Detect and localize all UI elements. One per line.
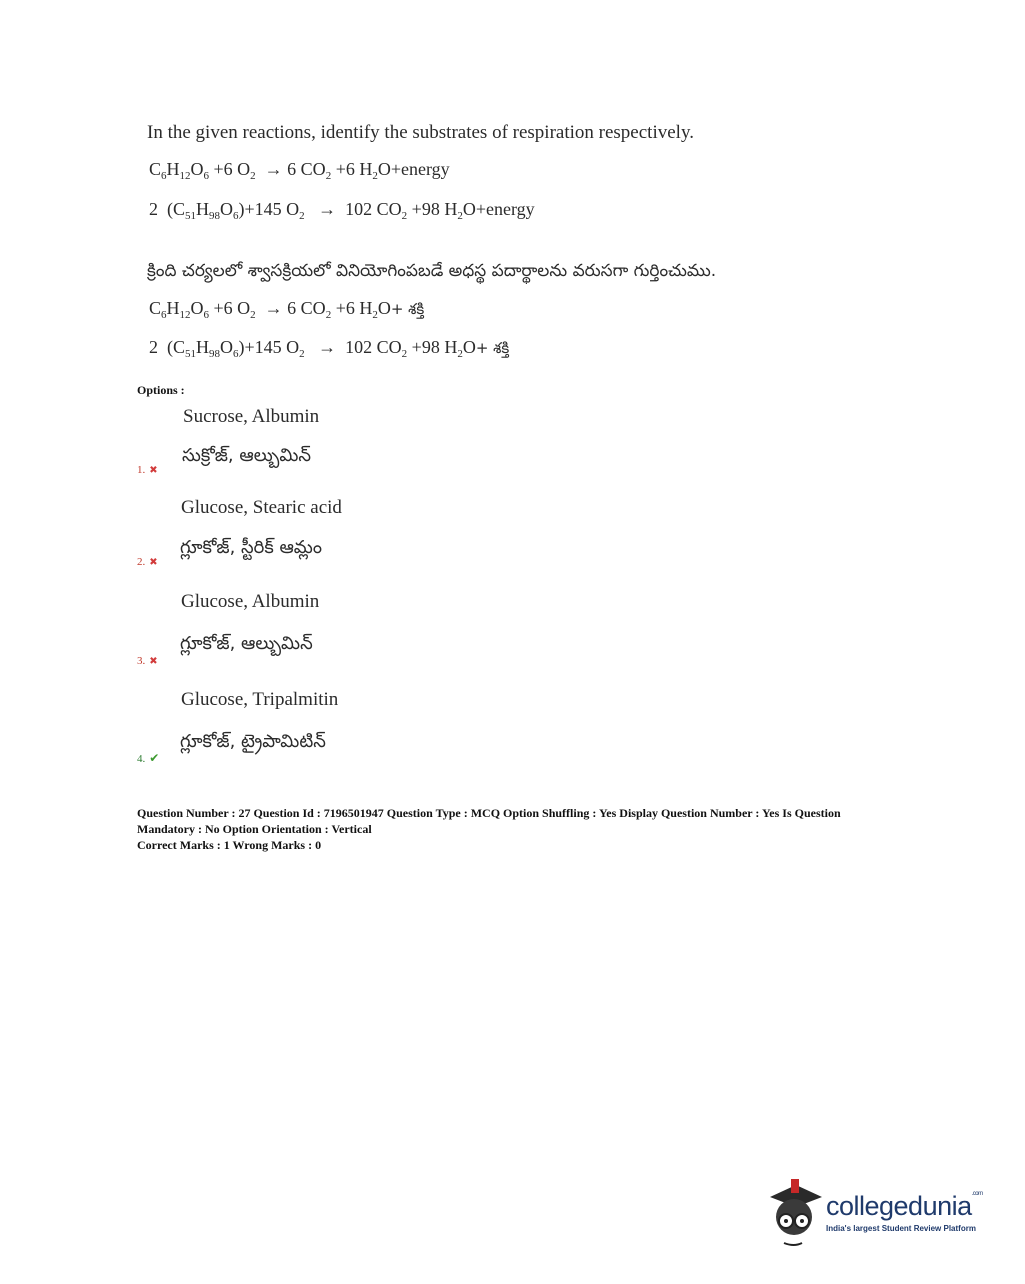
wrong-mark-icon: ✖ (149, 556, 158, 568)
question-text-english: In the given reactions, identify the substrates of respiration respectively. (147, 122, 694, 143)
option-4-english: Glucose, Tripalmitin (181, 689, 339, 710)
student-mascot-icon (766, 1177, 824, 1247)
options-label: Options : (137, 383, 185, 397)
logo-tagline: India's largest Student Review Platform (826, 1224, 976, 1233)
option-3-marker (137, 655, 158, 667)
equation-1-english: $C_6H_{12}O_6 +6$ $O_2 \to 6$ $CO_2 +6$ $H_2O+energy$ (149, 159, 450, 182)
option-2-number: 2. (137, 556, 146, 568)
option-4-number: 4. (137, 752, 146, 765)
equation-2-english: 2 $(C_{51}H_{98}O_6)+145$ $O_2 \to 102$ $CO_2 +98$ $H_2O+energy$ (149, 199, 535, 222)
question-text-telugu: క్రింది చర్యలలో శ్వాసక్రియలో వినియోగింపబడే అధస్థ పదార్థాలను వరుసగా గుర్తించుము. (147, 261, 717, 281)
option-3-english: Glucose, Albumin (181, 591, 320, 612)
question-meta (137, 805, 897, 853)
equation-2-telugu: 2 $(C_{51}H_{98}O_6)+145$ $O_2 \to 102$ $CO_2 +98$ $H_2O+$ శక్తి (149, 337, 510, 360)
question-meta-line-2: Correct Marks : 1 Wrong Marks : 0 (137, 838, 322, 852)
option-2-telugu: గ్లూకోజ్, స్టీరిక్ ఆమ్లం (180, 537, 322, 558)
option-3-number: 3. (137, 655, 146, 667)
wrong-mark-icon: ✖ (149, 464, 158, 476)
wrong-mark-icon: ✖ (149, 655, 158, 667)
check-mark-icon: ✔ (149, 751, 160, 765)
option-3-telugu: గ్లూకోజ్, ఆల్బుమిన్ (180, 633, 313, 654)
option-1-marker (137, 464, 158, 476)
option-4-marker (137, 751, 159, 766)
option-4-telugu: గ్లూకోజ్, ట్రైపామిటిన్ (180, 731, 326, 752)
option-2-english: Glucose, Stearic acid (181, 497, 342, 518)
question-meta-line-1: Question Number : 27 Question Id : 7196501947 Question Type : MCQ Option Shuffling : Yes Display Question Number : Yes Is Question Mandatory : No Option Orientation : Vertical (137, 806, 841, 836)
option-1-telugu: సుక్రోజ్, ఆల్బుమిన్ (182, 445, 312, 466)
logo-name: collegedunia$^{.com}$ (826, 1191, 983, 1221)
option-2-marker (137, 556, 158, 568)
equation-1-telugu: $C_6H_{12}O_6 +6$ $O_2 \to 6$ $CO_2 +6$ $H_2O+$ శక్తి (149, 298, 425, 321)
option-1-english: Sucrose, Albumin (183, 406, 320, 427)
collegedunia-logo (766, 1177, 983, 1247)
option-1-number: 1. (137, 464, 146, 476)
